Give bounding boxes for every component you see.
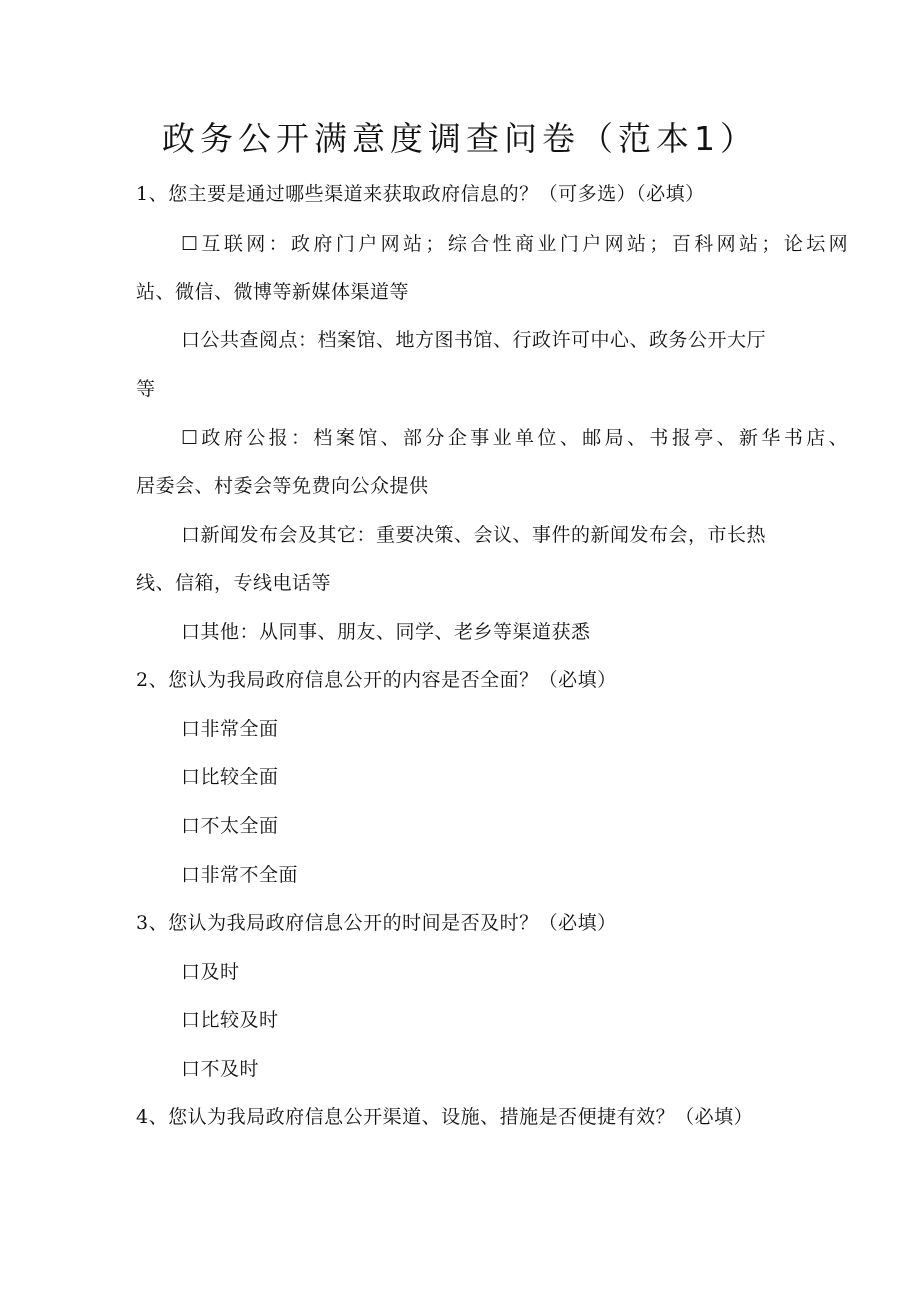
option-very-comprehensive[interactable]: 口非常全面 — [181, 718, 279, 740]
option-not-very-comprehensive[interactable]: 口不太全面 — [181, 815, 279, 837]
question-2: 2、您认为我局政府信息公开的内容是否全面？（必填） — [136, 669, 617, 691]
option-very-incomplete[interactable]: 口非常不全面 — [181, 864, 299, 886]
option-government-gazette-continued: 居委会、村委会等免费向公众提供 — [136, 475, 429, 497]
option-press-conference[interactable]: 口新闻发布会及其它：重要决策、会议、事件的新闻发布会，市长热 — [181, 524, 767, 546]
option-other-channels[interactable]: 口其他：从同事、朋友、同学、老乡等渠道获悉 — [181, 621, 591, 643]
question-3: 3、您认为我局政府信息公开的时间是否及时？（必填） — [136, 912, 617, 934]
option-not-timely[interactable]: 口不及时 — [181, 1058, 260, 1080]
question-1: 1、您主要是通过哪些渠道来获取政府信息的？（可多选）（必填） — [136, 183, 705, 205]
question-4: 4、您认为我局政府信息公开渠道、设施、措施是否便捷有效？（必填） — [136, 1106, 754, 1128]
option-timely[interactable]: 口及时 — [181, 961, 240, 983]
option-public-reading-point[interactable]: 口公共查阅点：档案馆、地方图书馆、行政许可中心、政务公开大厅 — [181, 329, 767, 351]
option-fairly-timely[interactable]: 口比较及时 — [181, 1009, 279, 1031]
option-press-conference-continued: 线、信箱，专线电话等 — [136, 572, 332, 594]
option-government-gazette[interactable]: ☐政府公报：档案馆、部分企事业单位、邮局、书报亭、新华书店、 — [181, 427, 852, 449]
option-public-reading-point-continued: 等 — [136, 378, 156, 400]
option-fairly-comprehensive[interactable]: 口比较全面 — [181, 766, 279, 788]
option-internet-continued: 站、微信、微博等新媒体渠道等 — [136, 281, 410, 303]
option-internet[interactable]: ☐互联网：政府门户网站；综合性商业门户网站；百科网站；论坛网 — [181, 233, 852, 255]
page-title: 政务公开满意度调查问卷（范本1） — [162, 119, 758, 158]
